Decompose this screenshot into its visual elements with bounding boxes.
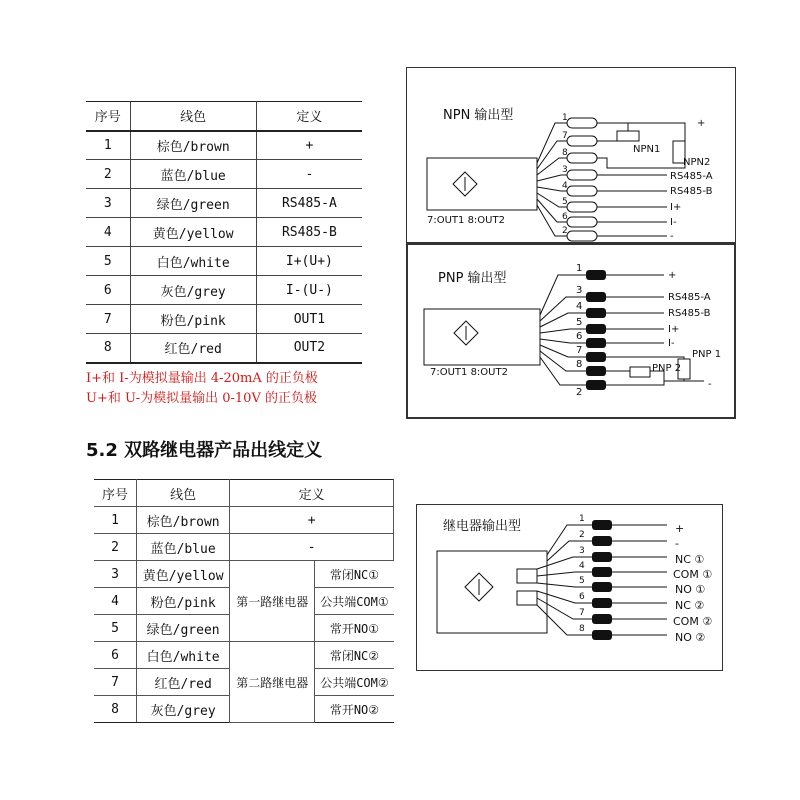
cell-no: 7 bbox=[86, 305, 130, 334]
wire-label: I+ bbox=[670, 202, 682, 213]
sensor-body bbox=[424, 309, 540, 365]
table-row bbox=[86, 334, 362, 363]
wire-label: - bbox=[670, 231, 674, 242]
cell-color: 白色/white bbox=[137, 642, 230, 669]
wire-label: + bbox=[697, 118, 706, 129]
cell-no: 3 bbox=[86, 189, 130, 218]
table-row bbox=[86, 218, 362, 247]
cell-no: 2 bbox=[86, 160, 130, 189]
wire-label: RS485-A bbox=[668, 292, 711, 303]
cell-definition: OUT2 bbox=[256, 334, 362, 363]
cell-no: 3 bbox=[94, 561, 137, 588]
wire-label: RS485-B bbox=[670, 186, 713, 197]
cell-no: 1 bbox=[94, 507, 137, 534]
pin-number: 5 bbox=[576, 317, 583, 328]
cell-no: 2 bbox=[94, 534, 137, 561]
cell-color: 粉色/pink bbox=[137, 588, 230, 615]
table-row bbox=[94, 561, 394, 588]
connector bbox=[567, 136, 597, 146]
wire-label: NPN2 bbox=[683, 157, 711, 168]
output-pin-legend: 7:OUT1 8:OUT2 bbox=[430, 367, 508, 378]
wire-label: + bbox=[668, 270, 677, 281]
wire-label: PNP 2 bbox=[652, 363, 682, 374]
cell-definition: - bbox=[230, 534, 394, 561]
cell-color: 棕色/brown bbox=[137, 507, 230, 534]
npn-wiring-svg bbox=[407, 68, 737, 244]
pin-number: 6 bbox=[576, 331, 583, 342]
output-pin-legend: 7:OUT1 8:OUT2 bbox=[427, 215, 505, 226]
cell-color: 红色/red bbox=[130, 334, 256, 363]
table-row bbox=[94, 507, 394, 534]
table-header-row bbox=[94, 480, 394, 507]
cell-color: 蓝色/blue bbox=[137, 534, 230, 561]
table-row bbox=[86, 131, 362, 160]
connector bbox=[592, 582, 612, 592]
npn-wiring-diagram bbox=[406, 67, 736, 243]
connector bbox=[592, 552, 612, 562]
cell-no: 8 bbox=[86, 334, 130, 363]
table-row bbox=[86, 189, 362, 218]
wire-label: NC ② bbox=[675, 599, 705, 612]
connector bbox=[592, 520, 612, 530]
table-row bbox=[86, 160, 362, 189]
pin-number: 4 bbox=[579, 561, 585, 571]
pin-number: 2 bbox=[579, 530, 585, 540]
pin-number: 2 bbox=[576, 387, 583, 398]
table-header-row bbox=[86, 102, 362, 131]
connector bbox=[567, 118, 597, 128]
diagram-title: PNP 输出型 bbox=[438, 271, 507, 286]
wire-label: - bbox=[708, 379, 712, 390]
pnp-wiring-svg bbox=[408, 245, 734, 417]
analog-voltage-note: U+和 U-为模拟量输出 0-10V 的正负极 bbox=[86, 391, 317, 406]
connector bbox=[592, 536, 612, 546]
relay-wiring-diagram bbox=[416, 504, 723, 671]
section-title: 5.2 双路继电器产品出线定义 bbox=[86, 440, 323, 461]
pin-number: 3 bbox=[579, 546, 585, 556]
cell-no: 5 bbox=[94, 615, 137, 642]
pin-number: 6 bbox=[562, 212, 568, 222]
cell-definition: 常闭NC② bbox=[315, 642, 394, 669]
header-color: 线色 bbox=[137, 480, 230, 507]
header-color: 线色 bbox=[130, 102, 256, 131]
cell-color: 蓝色/blue bbox=[130, 160, 256, 189]
connector bbox=[592, 567, 612, 577]
cell-relay-group: 第一路继电器 bbox=[230, 561, 315, 642]
relay-wire-definition-table bbox=[94, 479, 394, 723]
connector bbox=[586, 324, 606, 334]
wire-label: NC ① bbox=[675, 553, 705, 566]
pin-number: 3 bbox=[562, 165, 568, 175]
wire bbox=[606, 381, 664, 385]
pin-number: 5 bbox=[562, 197, 568, 207]
diagram-title: NPN 输出型 bbox=[443, 108, 514, 123]
connector bbox=[586, 380, 606, 390]
connector bbox=[567, 217, 597, 227]
pin-number: 1 bbox=[579, 514, 585, 524]
cell-definition: I-(U-) bbox=[256, 276, 362, 305]
cell-no: 6 bbox=[86, 276, 130, 305]
connector bbox=[586, 352, 606, 362]
pin-number: 4 bbox=[562, 181, 568, 191]
cell-color: 灰色/grey bbox=[130, 276, 256, 305]
cell-no: 5 bbox=[86, 247, 130, 276]
cell-no: 4 bbox=[86, 218, 130, 247]
pin-number: 1 bbox=[562, 113, 568, 123]
connector bbox=[567, 186, 597, 196]
cell-color: 黄色/yellow bbox=[137, 561, 230, 588]
pin-number: 7 bbox=[562, 131, 568, 141]
connector bbox=[567, 231, 597, 241]
pin-number: 8 bbox=[579, 624, 585, 634]
sensor-body bbox=[427, 158, 537, 210]
table-row bbox=[94, 642, 394, 669]
relay-wiring-svg bbox=[417, 505, 722, 670]
wire-label: NO ① bbox=[675, 583, 706, 596]
header-no: 序号 bbox=[86, 102, 130, 131]
header-no: 序号 bbox=[94, 480, 137, 507]
cell-no: 8 bbox=[94, 696, 137, 723]
connector bbox=[567, 202, 597, 212]
wire-label: + bbox=[675, 522, 685, 535]
connector bbox=[586, 270, 606, 280]
pin-number: 1 bbox=[576, 263, 583, 274]
connector bbox=[567, 170, 597, 180]
cell-color: 红色/red bbox=[137, 669, 230, 696]
wire-label: I- bbox=[668, 338, 675, 349]
cell-definition: + bbox=[256, 131, 362, 160]
wire-label: RS485-A bbox=[670, 171, 713, 182]
connector bbox=[586, 338, 606, 348]
connector bbox=[592, 598, 612, 608]
cell-definition: RS485-A bbox=[256, 189, 362, 218]
wire bbox=[597, 158, 685, 168]
pin-number: 5 bbox=[579, 576, 585, 586]
table-row bbox=[86, 305, 362, 334]
npn1-load bbox=[617, 131, 639, 141]
connector bbox=[586, 308, 606, 318]
cell-color: 绿色/green bbox=[137, 615, 230, 642]
pin-number: 6 bbox=[579, 592, 585, 602]
cell-color: 粉色/pink bbox=[130, 305, 256, 334]
cell-definition: RS485-B bbox=[256, 218, 362, 247]
pin-number: 7 bbox=[576, 345, 583, 356]
wire-label: RS485-B bbox=[668, 308, 711, 319]
cell-color: 黄色/yellow bbox=[130, 218, 256, 247]
header-definition: 定义 bbox=[256, 102, 362, 131]
cell-definition: I+(U+) bbox=[256, 247, 362, 276]
cell-definition: - bbox=[256, 160, 362, 189]
pnp2-load bbox=[630, 367, 650, 377]
cell-color: 棕色/brown bbox=[130, 131, 256, 160]
pin-number: 8 bbox=[562, 148, 568, 158]
table-row bbox=[86, 247, 362, 276]
cell-definition: + bbox=[230, 507, 394, 534]
cell-color: 绿色/green bbox=[130, 189, 256, 218]
cell-no: 4 bbox=[94, 588, 137, 615]
cell-no: 7 bbox=[94, 669, 137, 696]
cell-no: 6 bbox=[94, 642, 137, 669]
pnp-wiring-diagram bbox=[406, 243, 736, 419]
relay-contact bbox=[517, 569, 537, 583]
connector bbox=[567, 153, 597, 163]
relay-contact bbox=[517, 591, 537, 605]
cell-definition: 公共端COM① bbox=[315, 588, 394, 615]
wire-definition-table bbox=[86, 101, 362, 364]
cell-color: 灰色/grey bbox=[137, 696, 230, 723]
cell-relay-group: 第二路继电器 bbox=[230, 642, 315, 723]
connector bbox=[592, 614, 612, 624]
wire-label: I+ bbox=[668, 324, 680, 335]
table-row bbox=[94, 534, 394, 561]
table-row bbox=[86, 276, 362, 305]
cell-color: 白色/white bbox=[130, 247, 256, 276]
analog-current-note: I+和 I-为模拟量输出 4-20mA 的正负极 bbox=[86, 371, 318, 386]
wire-label: NO ② bbox=[675, 631, 706, 644]
pin-number: 8 bbox=[576, 359, 583, 370]
cell-definition: 常开NO② bbox=[315, 696, 394, 723]
cell-definition: 公共端COM② bbox=[315, 669, 394, 696]
wire-label: NPN1 bbox=[633, 144, 661, 155]
cell-no: 1 bbox=[86, 131, 130, 160]
connector bbox=[586, 292, 606, 302]
wire-label: I- bbox=[670, 217, 677, 228]
cell-definition: 常闭NC① bbox=[315, 561, 394, 588]
diagram-title: 继电器输出型 bbox=[443, 519, 522, 534]
cell-definition: OUT1 bbox=[256, 305, 362, 334]
wire-label: COM ① bbox=[673, 568, 713, 581]
wire bbox=[547, 525, 592, 555]
header-definition: 定义 bbox=[230, 480, 394, 507]
pin-number: 7 bbox=[579, 608, 585, 618]
cell-definition: 常开NO① bbox=[315, 615, 394, 642]
connector bbox=[586, 366, 606, 376]
wire bbox=[606, 357, 684, 359]
wire-label: - bbox=[675, 537, 679, 550]
sensor-body bbox=[437, 551, 547, 633]
pin-number: 4 bbox=[576, 301, 583, 312]
wire bbox=[597, 123, 685, 141]
wire-label: COM ② bbox=[673, 615, 713, 628]
connector bbox=[592, 630, 612, 640]
pin-number: 2 bbox=[562, 226, 568, 236]
wire-label: PNP 1 bbox=[692, 349, 722, 360]
pin-number: 3 bbox=[576, 285, 583, 296]
